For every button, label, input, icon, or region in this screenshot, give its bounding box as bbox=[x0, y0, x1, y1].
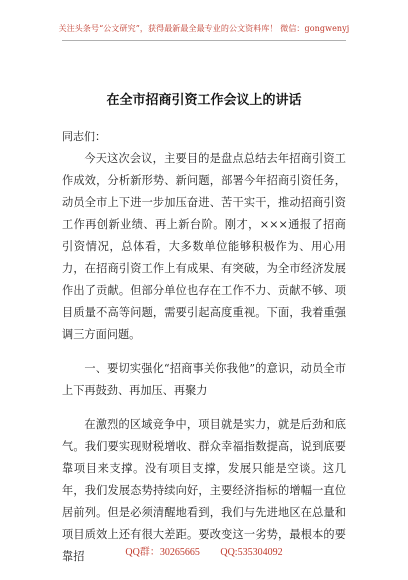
header-note: 关注头条号“公文研究”，获得最新最全最专业的公文资料库！ 微信：gongwenyj bbox=[58, 24, 350, 33]
footer-qq: QQ:535304092 bbox=[220, 547, 283, 558]
document-body bbox=[62, 148, 346, 568]
document-title: 在全市招商引资工作会议上的讲话 bbox=[106, 93, 302, 108]
footer-contact bbox=[0, 543, 408, 558]
salutation: 同志们： bbox=[62, 130, 106, 143]
footer-qq-group: QQ群：30265665 bbox=[125, 547, 200, 558]
paragraph-intro: 今天这次会议，主要目的是盘点总结去年招商引资工作成效，分析新形势、新问题，部署今年招商引资任务，动员全市上下进一步加压奋进、苦干实干，推动招商引资工作再创新业绩、再上新台阶。刚才，×××通报了招商引资情况，总体看，大多数单位能够积极作为、用心用力，在招商引资工作上有成果、有突破，为全市经济发展作出了贡献。但部分单位也存在工作不力、贡献不够、项目质量不高等问题，需要引起高度重视。下面，我着重强调三方面问题。 bbox=[62, 152, 346, 341]
paragraph-heading-one: 一、要切实强化“招商事关你我他”的意识，动员全市上下再鼓劲、再加压、再聚力 bbox=[62, 362, 346, 397]
header-divider bbox=[62, 40, 346, 41]
paragraph-project: 在激烈的区域竞争中，项目就是实力，就是后劲和底气。我们要实现财税增收、群众幸福指数提高，说到底要靠项目来支撑。没有项目支撑，发展只能是空谈。这几年，我们发展态势持续向好，主要经济指标的增幅一直位居前列。但是必须清醒地看到，我们与先进地区在总量和项目质效上还有很大差距。要改变这一劣势，最根本的要靠招 bbox=[62, 418, 346, 563]
